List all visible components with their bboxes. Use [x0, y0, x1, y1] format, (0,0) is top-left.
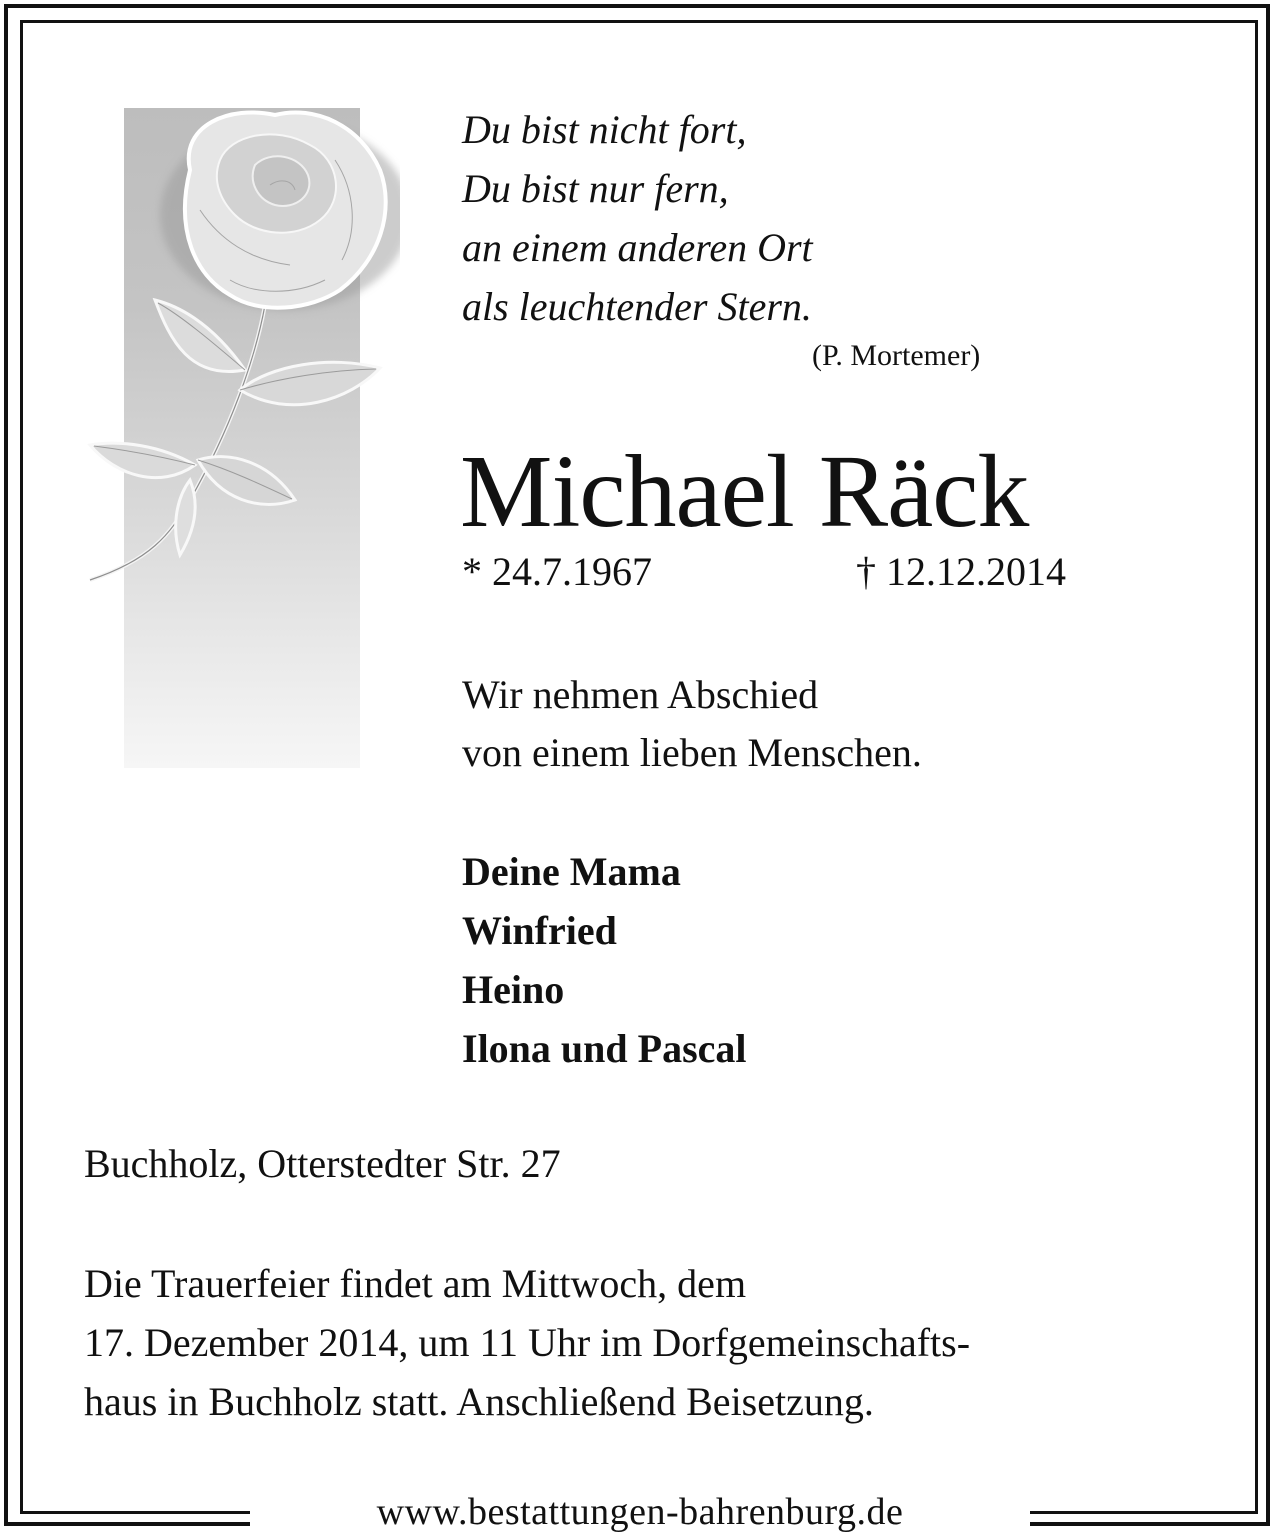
poem-line: Du bist nicht fort, [462, 107, 747, 152]
poem [462, 100, 813, 336]
farewell-line: von einem lieben Menschen. [462, 730, 922, 775]
poem-line: Du bist nur fern, [462, 166, 729, 211]
mourner-name: Ilona und Pascal [462, 1026, 747, 1071]
mourners-list [462, 842, 747, 1078]
address: Buchholz, Otterstedter Str. 27 [84, 1141, 561, 1186]
poem-line: an einem anderen Ort [462, 225, 813, 270]
poem-line: als leuchtender Stern. [462, 284, 812, 329]
rose-illustration-icon [80, 100, 400, 600]
service-line: haus in Buchholz statt. Anschließend Beisetzung. [84, 1379, 874, 1424]
mourner-name: Deine Mama [462, 849, 681, 894]
farewell-line: Wir nehmen Abschied [462, 672, 819, 717]
mourner-name: Heino [462, 967, 565, 1012]
mourner-name: Winfried [462, 908, 617, 953]
service-line: 17. Dezember 2014, um 11 Uhr im Dorfgemeinschafts- [84, 1320, 971, 1365]
service-announcement [84, 1254, 970, 1431]
farewell-text [462, 666, 922, 782]
service-line: Die Trauerfeier findet am Mittwoch, dem [84, 1261, 747, 1306]
birth-date: * 24.7.1967 [462, 549, 652, 594]
poem-author: (P. Mortemer) [812, 339, 981, 372]
footer-url: www.bestattungen-bahrenburg.de [376, 1491, 904, 1533]
deceased-name: Michael Räck [460, 434, 1029, 549]
death-date: † 12.12.2014 [856, 549, 1066, 594]
